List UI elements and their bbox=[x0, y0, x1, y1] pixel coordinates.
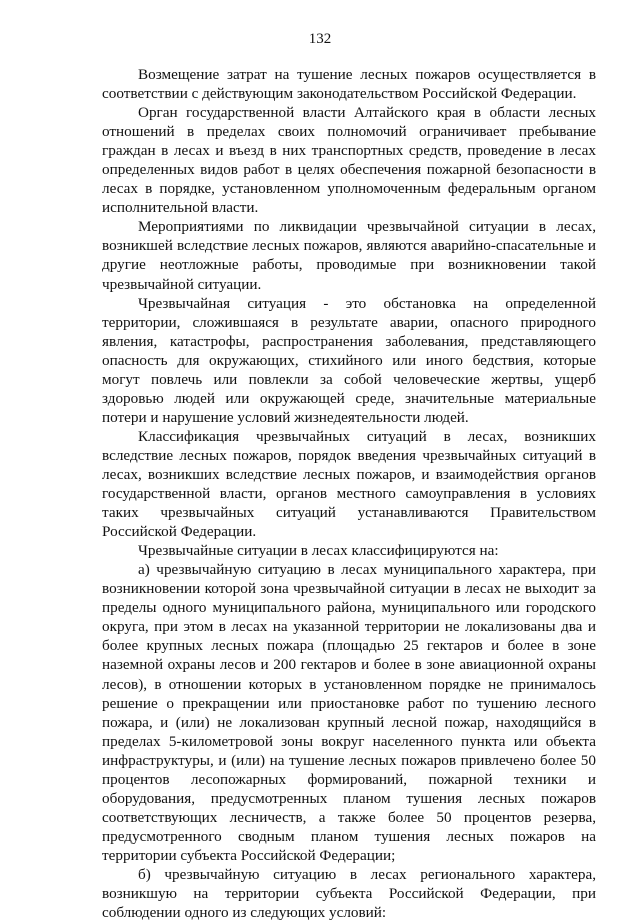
paragraph-emergency-definition: Чрезвычайная ситуация - это обстановка на определенной территории, сложившаяся в результате аварии, опасного природного явления, катастрофы, распространения заболевания, представляющего опасность для окружающих, стихийного или иного бедствия, которые могут повлечь или повлекли за собой человеческие жертвы, ущерб здоровью людей или окружающей среде, значительные материальные потери и нарушение условий жизнедеятельности людей. bbox=[102, 294, 596, 426]
paragraph-emergency-measures: Мероприятиями по ликвидации чрезвычайной ситуации в лесах, возникшей вследствие лесных пожаров, являются аварийно-спасательные и другие неотложные работы, проводимые при возникновении такой чрезвычайной ситуации. bbox=[102, 218, 596, 293]
list-item-regional: б) чрезвычайную ситуацию в лесах регионального характера, возникшую на территории субъекта Российской Федерации, при соблюдении одного из следующих условий: bbox=[102, 865, 596, 922]
list-item-municipal: а) чрезвычайную ситуацию в лесах муниципального характера, при возникновении которой зона чрезвычайной ситуации в лесах не выходит за пределы одного муниципального района, муниципального или городского округа, при этом в лесах на указанной территории не локализованы два и более крупных лесных пожара (площадью 25 гектаров и более в зоне наземной охраны лесов и 200 гектаров и более в зоне авиационной охраны лесов), в отношении которых в установленном порядке не принималось решение о прекращении или приостановке работ по тушению лесного пожара, и (или) не локализован крупный лесной пожар, находящийся в пределах 5-километровой зоны вокруг населенного пункта или объекта инфраструктуры, и (или) на тушение лесных пожаров привлечено более 50 процентов лесопожарных формирований, пожарной техники и оборудования, предусмотренных планом тушения лесных пожаров соответствующих лесничеств, а также более 50 процентов резерва, предусмотренного сводным планом тушения лесных пожаров на территории субъекта Российской Федерации; bbox=[102, 561, 596, 864]
paragraph-authority-restrictions: Орган государственной власти Алтайского края в области лесных отношений в пределах своих полномочий ограничивает пребывание граждан в лесах и въезд в них транспортных средств, проведение в лесах определенных видов работ в целях обеспечения пожарной безопасности в лесах в порядке, установленном уполномоченным федеральным органом исполнительной власти. bbox=[102, 104, 596, 217]
paragraph-cost-reimbursement: Возмещение затрат на тушение лесных пожаров осуществляется в соответствии с действующим законодательством Российской Федерации. bbox=[102, 66, 596, 103]
page-number: 132 bbox=[308, 31, 332, 47]
paragraph-classification-intro: Чрезвычайные ситуации в лесах классифицируются на: bbox=[138, 542, 499, 560]
paragraph-classification-order: Классификация чрезвычайных ситуаций в лесах, возникших вследствие лесных пожаров, порядок введения чрезвычайных ситуаций в лесах, возникших вследствие лесных пожаров, и взаимодействия органов государственной власти, органов местного самоуправления в условиях таких чрезвычайных ситуаций устанавливаются Правительством Российской Федерации. bbox=[102, 427, 596, 541]
document-body bbox=[102, 65, 596, 922]
